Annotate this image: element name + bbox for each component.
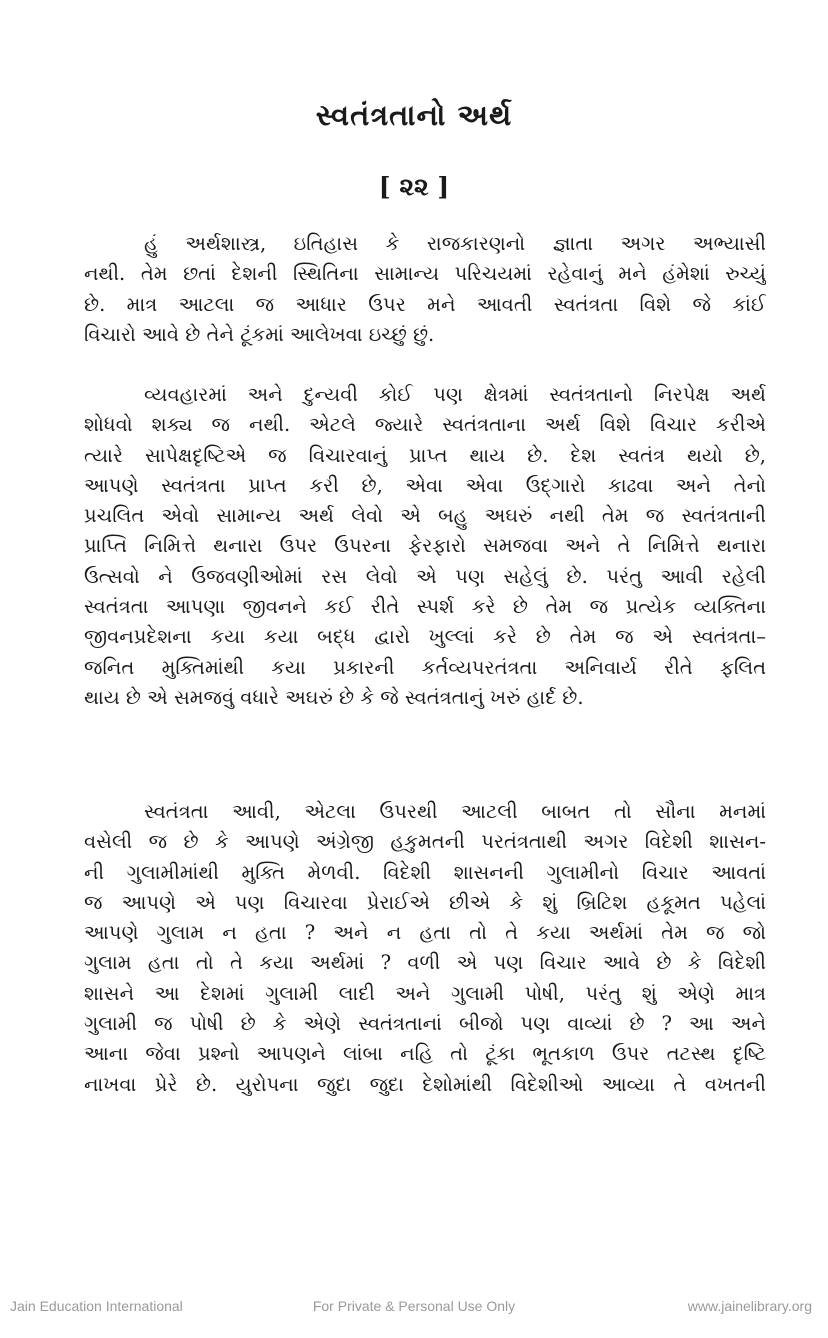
text-line: પ્રાપ્તિ નિમિત્તે થનારા ઉપર ઉપરના ફેરફારો સમજવા અને તે નિમિત્તે થનારા	[84, 534, 766, 558]
text-line: જનિત મુક્તિમાંથી કયા પ્રકારની કર્તવ્યપરતંત્રતા અનિવાર્ય રીતે ફલિત	[84, 655, 766, 679]
text-line: વ્યવહારમાં અને દુન્યવી કોઈ પણ ક્ષેત્રમાં સ્વતંત્રતાનો નિરપેક્ષ અર્થ	[144, 383, 766, 406]
paragraph-1	[84, 229, 766, 350]
text-line: ની ગુલામીમાંથી મુક્તિ મેળવી. વિદેશી શાસનની ગુલામીનો વિચાર આવતાં	[84, 860, 766, 884]
paragraph-2	[84, 380, 766, 713]
chapter-number: [ ૨૨ ]	[378, 172, 450, 201]
text-line: છે. માત્ર આટલા જ આધાર ઉપર મને આવતી સ્વતંત્રતા વિશે જે કાંઈ	[84, 292, 766, 316]
text-line: આપણે સ્વતંત્રતા પ્રાપ્ત કરી છે, એવા એવા ઉદ્ગારો કાઢવા અને તેનો	[84, 473, 766, 497]
text-line: ત્યારે સાપેક્ષદૃષ્ટિએ જ વિચારવાનું પ્રાપ્ત થાય છે. દેશ સ્વતંત્ર થયો છે,	[84, 443, 766, 467]
text-line: હું અર્થશાસ્ત્ર, ઇતિહાસ કે રાજકારણનો જ્ઞાતા અગર અભ્યાસી	[144, 232, 766, 255]
footer-publisher: Jain Education International	[10, 1298, 183, 1314]
text-line: સ્વતંત્રતા આપણા જીવનને કઈ રીતે સ્પર્શ કરે છે તેમ જ પ્રત્યેક વ્યક્તિના	[84, 595, 766, 619]
text-line: પ્રચલિત એવો સામાન્ય અર્થ લેવો એ બહુ અઘરું નથી તેમ જ સ્વતંત્રતાની	[84, 504, 766, 528]
text-line: જ આપણે એ પણ વિચારવા પ્રેરાઈએ છીએ કે શું બ્રિટિશ હકૂમત પહેલાં	[84, 890, 766, 914]
text-line: નાખવા પ્રેરે છે. યુરોપના જુદા જુદા દેશોમાંથી વિદેશીઓ આવ્યા તે વખતની	[84, 1072, 766, 1096]
text-line: આના જેવા પ્રશ્નો આપણને લાંબા નહિ તો ટૂંકા ભૂતકાળ ઉપર તટસ્થ દૃષ્ટિ	[84, 1042, 766, 1066]
text-line: ગુલામી જ પોષી છે કે એણે સ્વતંત્રતાનાં બીજો પણ વાવ્યાં છે ? આ અને	[84, 1012, 766, 1036]
text-line: ગુલામ હતા તો તે કયા અર્થમાં ? વળી એ પણ વિચાર આવે છે કે વિદેશી	[84, 951, 766, 975]
text-line: વિચારો આવે છે તેને ટૂંકમાં આલેખવા ઇચ્છું છું.	[84, 322, 435, 346]
footer-website-link[interactable]: www.jainelibrary.org	[687, 1298, 812, 1314]
text-line: શોધવો શક્ય જ નથી. એટલે જ્યારે સ્વતંત્રતાના અર્થ વિશે વિચાર કરીએ	[84, 413, 766, 437]
text-line: સ્વતંત્રતા આવી, એટલા ઉપરથી આટલી બાબત તો સૌના મનમાં	[144, 800, 766, 823]
text-line: શાસને આ દેશમાં ગુલામી લાદી અને ગુલામી પોષી, પરંતુ શું એણે માત્ર	[84, 981, 766, 1005]
text-line: ઉત્સવો ને ઉજવણીઓમાં રસ લેવો એ પણ સહેલું છે. પરંતુ આવી રહેલી	[84, 564, 766, 588]
text-line: વસેલી જ છે કે આપણે અંગ્રેજી હકુમતની પરતંત્રતાથી અગર વિદેશી શાસન-	[84, 830, 766, 854]
text-line: નથી. તેમ છતાં દેશની સ્થિતિના સામાન્ય પરિચયમાં રહેવાનું મને હંમેશાં રુચ્યું	[84, 262, 766, 286]
text-line: જીવનપ્રદેશના કયા કયા બદ્ધ દ્વારો ખુલ્લાં કરે છે તેમ જ એ સ્વતંત્રતા–	[84, 625, 766, 649]
text-line: આપણે ગુલામ ન હતા ? અને ન હતા તો તે કયા અર્થમાં તેમ જ જો	[84, 921, 766, 945]
page-title: સ્વતંત્રતાનો અર્થ	[315, 98, 513, 132]
footer-usage-notice: For Private & Personal Use Only	[312, 1298, 516, 1314]
paragraph-3	[84, 797, 766, 1100]
footer	[0, 1298, 828, 1318]
text-line: થાય છે એ સમજવું વધારે અઘરું છે કે જે સ્વતંત્રતાનું ખરું હાર્દ છે.	[84, 685, 584, 709]
